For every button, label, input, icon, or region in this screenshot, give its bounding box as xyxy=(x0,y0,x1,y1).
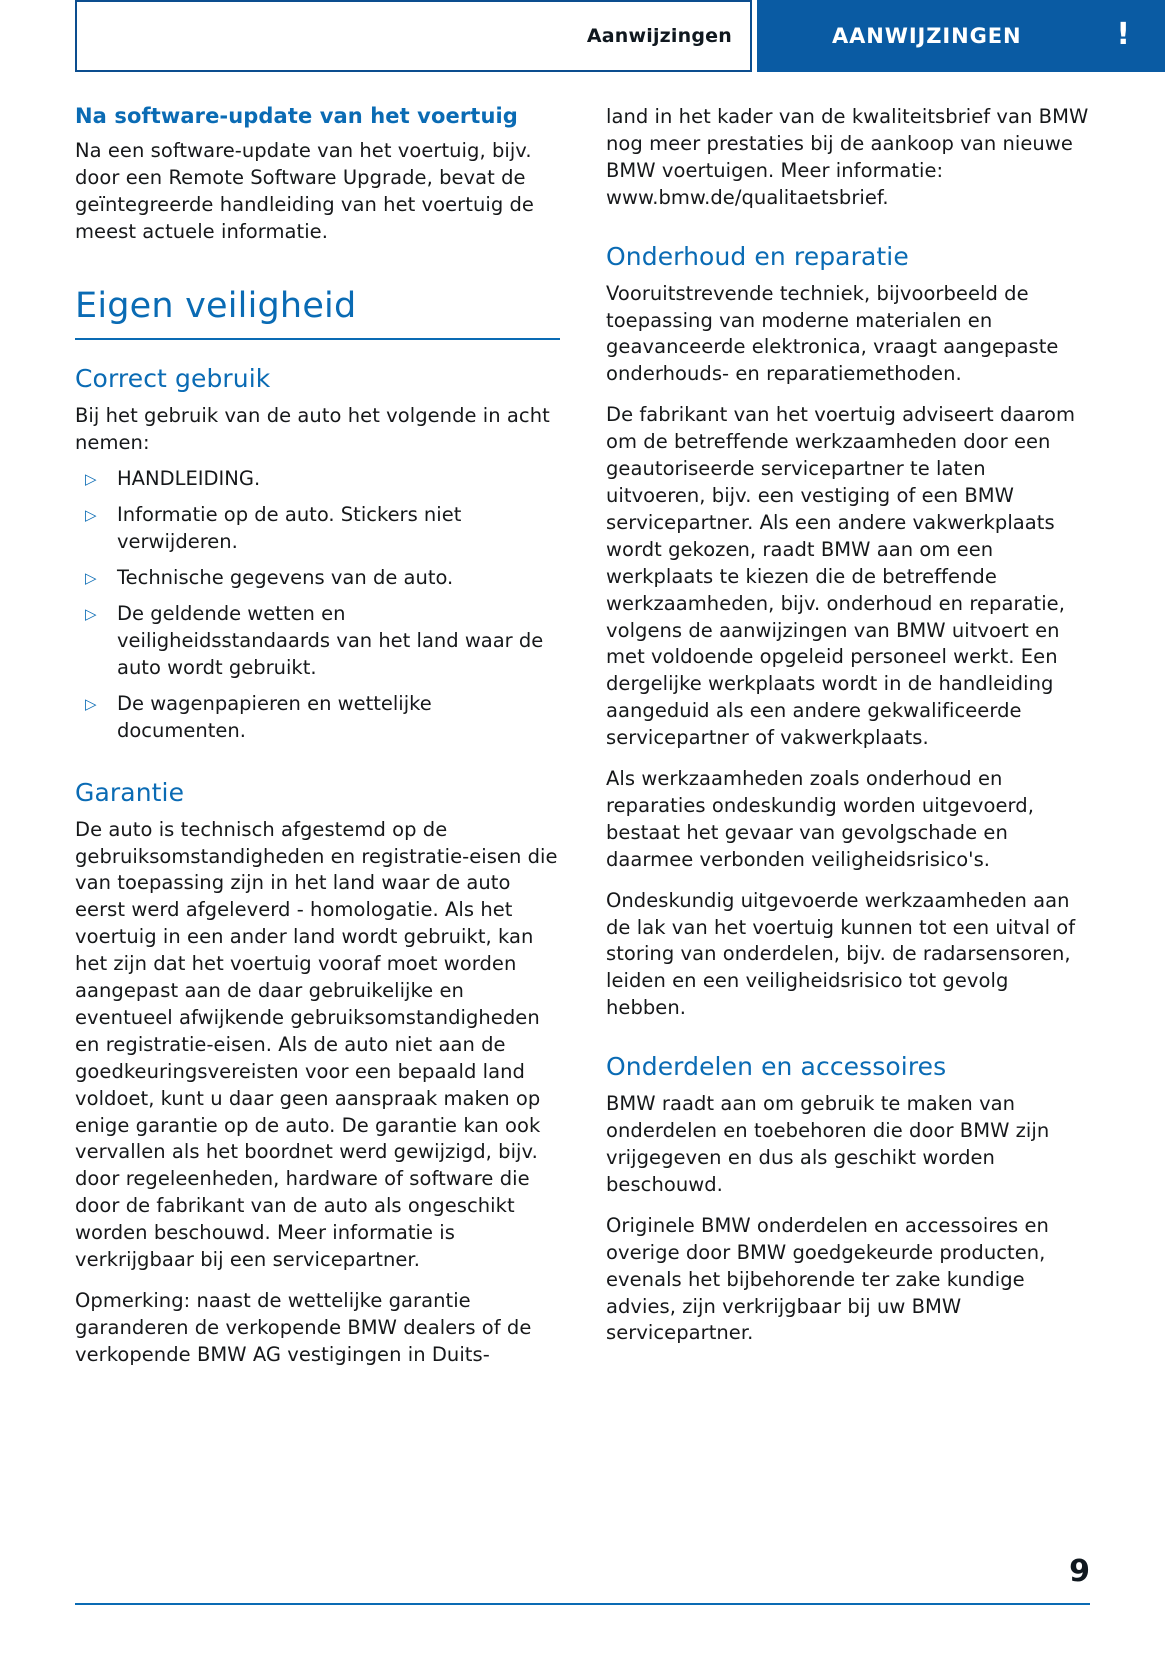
page-content xyxy=(75,104,1091,1474)
list-item xyxy=(75,691,560,745)
list-item xyxy=(75,601,560,682)
paragraph-onderhoud-2: De fabrikant van het voertuig adviseert daarom om de betreffende werkzaamheden door een geautoriseerde servicepartner te laten uitvoeren, bijv. een vestiging of een BMW servicepartner. Als een andere vakwerkplaats wordt gekozen, raadt BMW aan om een werkplaats te kiezen die de betreffende werkzaamheden, bijv. onderhoud en reparatie, volgens de aanwijzingen van BMW uitvoert en met voldoende opgeleid personeel werkt. Een dergelijke werkplaats wordt in de handleiding aangeduid als een andere gekwalificeerde servicepartner of vakwerkplaats. xyxy=(606,403,1076,750)
subheading-onderdelen-en-accessoires: Onderdelen en accessoires xyxy=(606,1052,947,1082)
list-item-label: De wagenpapieren en wettelijke documenten. xyxy=(117,691,432,742)
page-number: 9 xyxy=(1069,1554,1090,1589)
right-column xyxy=(606,104,1091,1347)
list-correct-gebruik xyxy=(75,466,560,744)
header-section-label: AANWIJZINGEN xyxy=(832,24,1022,48)
list-item xyxy=(75,466,560,493)
heading-software-update: Na software-update van het voertuig xyxy=(75,104,518,128)
paragraph-correct-gebruik-intro: Bij het gebruik van de auto het volgende in acht nemen: xyxy=(75,403,550,454)
paragraph-onderdelen-1: BMW raadt aan om gebruik te maken van onderdelen en toebehoren die door BMW zijn vrijgegeven en dus als geschikt worden beschouwd. xyxy=(606,1092,1050,1196)
footer-divider xyxy=(75,1603,1090,1605)
header-chapter-box xyxy=(75,0,752,72)
warning-exclamation-icon: ! xyxy=(1116,16,1130,52)
header-chapter-label: Aanwijzingen xyxy=(586,25,732,47)
section-title-eigen-veiligheid: Eigen veiligheid xyxy=(75,286,560,340)
bullet-triangle-icon: ▷ xyxy=(85,605,97,624)
paragraph-software-update: Na een software-update van het voertuig, bijv. door een Remote Software Upgrade, bevat de geïntegreerde handleiding van het voertuig de meest actuele informatie. xyxy=(75,139,534,243)
paragraph-onderdelen-2: Originele BMW onderdelen en accessoires en overige door BMW goedgekeurde producten, evenals het bijbehorende ter zake kundige advies, zijn verkrijgbaar bij uw BMW servicepartner. xyxy=(606,1213,1049,1345)
bullet-triangle-icon: ▷ xyxy=(85,470,97,489)
list-item-label: Informatie op de auto. Stickers niet verwijderen. xyxy=(117,503,462,554)
page-header xyxy=(75,0,1165,74)
paragraph-garantie-continuation: land in het kader van de kwaliteitsbrief van BMW nog meer prestaties bij de aankoop van nieuwe BMW voertuigen. Meer informatie: www.bmw.de/qualitaetsbrief. xyxy=(606,105,1089,209)
subheading-correct-gebruik: Correct gebruik xyxy=(75,363,271,393)
left-column xyxy=(75,104,560,1369)
paragraph-garantie-1: De auto is technisch afgestemd op de gebruiksomstandigheden en registratie-eisen die van toepassing zijn in het land waar de auto eerst werd afgeleverd - homologatie. Als het voertuig in een ander land wordt gebruikt, kan het zijn dat het voertuig vooraf moet worden aangepast aan de daar gebruikelijke en eventueel afwijkende gebruiksomstandigheden en registratie-eisen. Als de auto niet aan de goedkeuringsvereisten voor een bepaald land voldoet, kunt u daar geen aanspraak maken op enige garantie op de auto. De garantie kan ook vervallen als het boordnet werd gewijzigd, bijv. door regeleenheden, hardware of software die door de fabrikant van de auto als ongeschikt worden beschouwd. Meer informatie is verkrijgbaar bij een servicepartner. xyxy=(75,817,558,1272)
list-item-label: HANDLEIDING. xyxy=(117,467,261,491)
list-item-label: De geldende wetten en veiligheidsstandaards van het land waar de auto wordt gebruikt. xyxy=(117,602,544,679)
paragraph-onderhoud-4: Ondeskundig uitgevoerde werkzaamheden aan de lak van het voertuig kunnen tot een uitval of storing van onderdelen, bijv. de radarsensoren, leiden en een veiligheidsrisico tot gevolg hebben. xyxy=(606,888,1076,1020)
paragraph-garantie-2: Opmerking: naast de wettelijke garantie garanderen de verkopende BMW dealers of de verkopende BMW AG vestigingen in Duits- xyxy=(75,1289,532,1366)
header-section-tab xyxy=(757,0,1165,72)
subheading-garantie: Garantie xyxy=(75,777,185,807)
subheading-onderhoud-en-reparatie: Onderhoud en reparatie xyxy=(606,241,909,271)
bullet-triangle-icon: ▷ xyxy=(85,569,97,588)
list-item-label: Technische gegevens van de auto. xyxy=(117,566,454,590)
page-footer xyxy=(75,1545,1090,1605)
bullet-triangle-icon: ▷ xyxy=(85,694,97,713)
paragraph-onderhoud-1: Vooruitstrevende techniek, bijvoorbeeld de toepassing van moderne materialen en geavanceerde elektronica, vraagt aangepaste onderhouds- en reparatiemethoden. xyxy=(606,281,1059,386)
bullet-triangle-icon: ▷ xyxy=(85,506,97,525)
list-item xyxy=(75,502,560,556)
list-item xyxy=(75,565,560,592)
paragraph-onderhoud-3: Als werkzaamheden zoals onderhoud en reparaties ondeskundig worden uitgevoerd, bestaat het gevaar van gevolgschade en daarmee verbonden veiligheidsrisico's. xyxy=(606,767,1034,871)
